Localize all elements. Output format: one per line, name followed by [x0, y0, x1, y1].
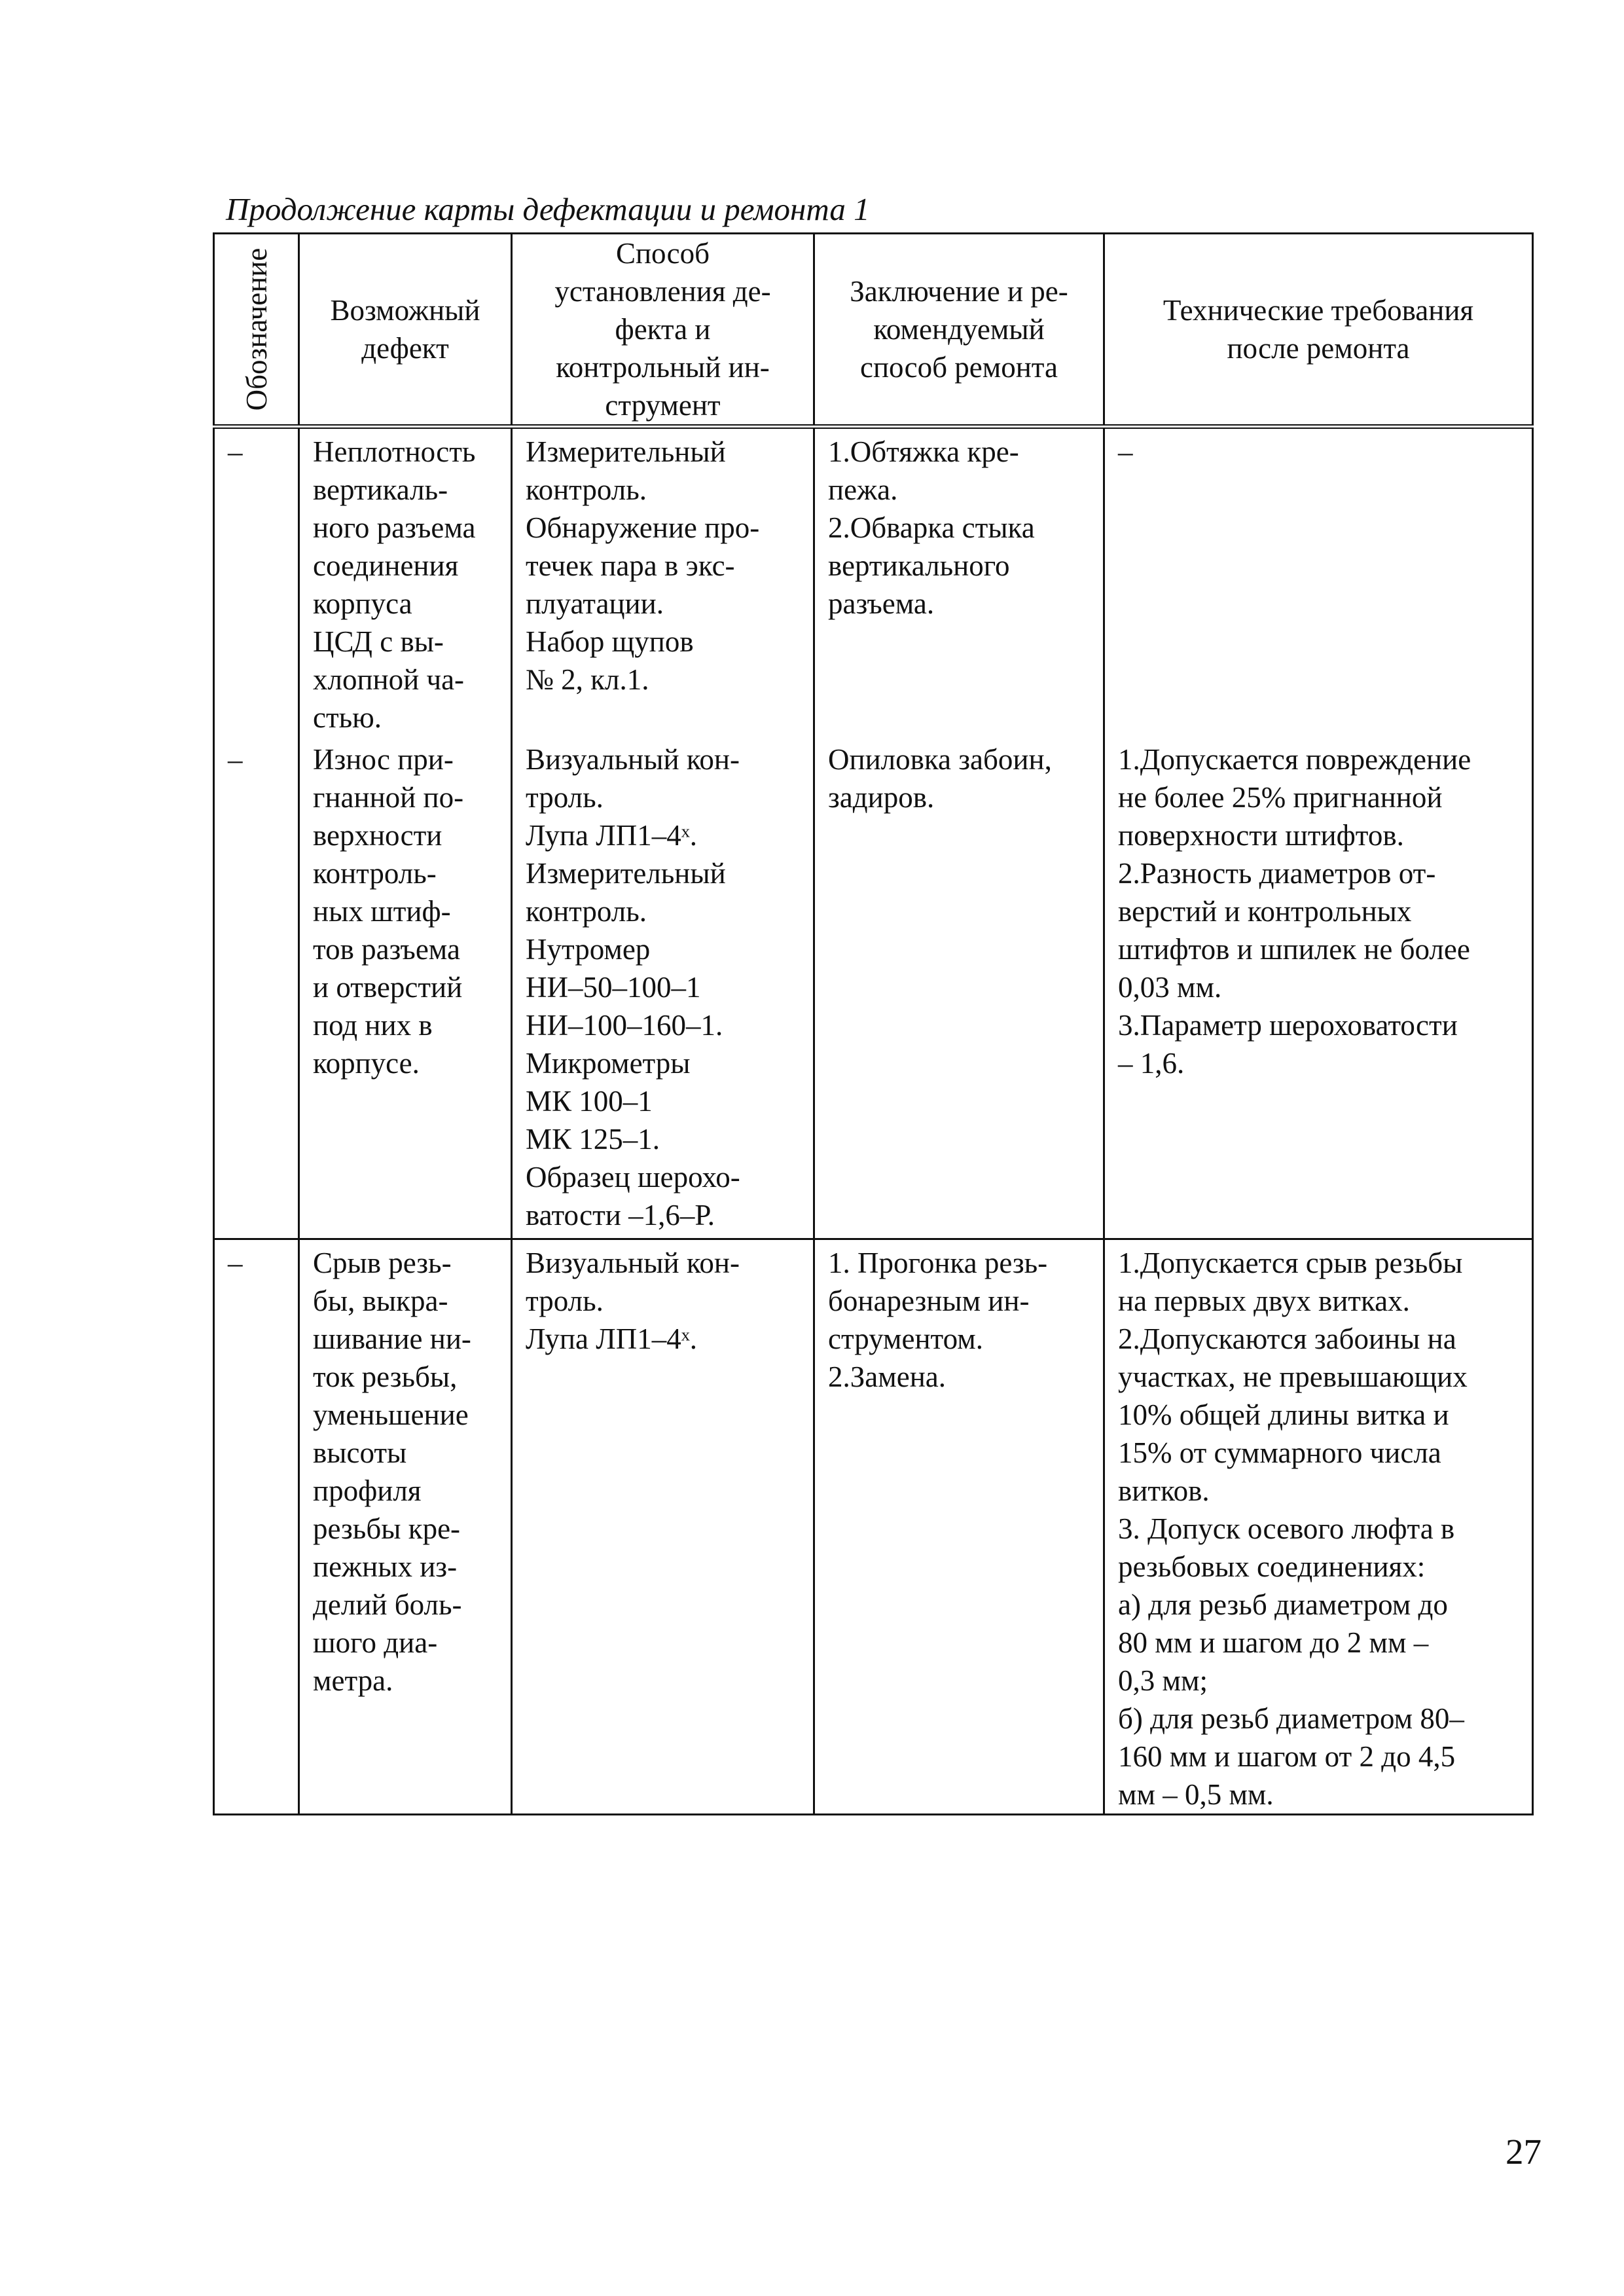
cell-text-line: бонарезным ин- [828, 1285, 1030, 1317]
cell-text-line: 3.Параметр шероховатости [1118, 1009, 1458, 1042]
cell-text-line: 1.Обтяжка кре- [828, 435, 1019, 468]
cell-text-line: контроль. [526, 895, 647, 928]
cell-text-line: ЦСД с вы- [313, 625, 444, 658]
cell-text-line: Измерительный [526, 857, 726, 890]
cell-defect [299, 427, 512, 737]
cell-text-line: 1. Прогонка резь- [828, 1247, 1048, 1279]
cell-text-line: стью. [313, 701, 382, 734]
cell-text-line: делий боль- [313, 1588, 462, 1621]
cell-text-line: резьбы кре- [313, 1512, 461, 1545]
cell-text-line: соединения [313, 549, 459, 582]
cell-text-line: верстий и контрольных [1118, 895, 1412, 928]
table-row [214, 737, 1533, 1239]
header-method [512, 234, 814, 427]
cell-mark: – [214, 1239, 299, 1815]
cell-text-line: Нутромер [526, 933, 651, 966]
cell-text-line: струмент [605, 389, 721, 422]
cell-text-line: на первых двух витках. [1118, 1285, 1410, 1317]
cell-text-line: Возможный [330, 294, 480, 327]
cell-text-line: 0,03 мм. [1118, 971, 1222, 1004]
cell-text-line: 15% от суммарного числа [1118, 1436, 1441, 1469]
cell-text-line: Визуальный кон- [526, 743, 740, 776]
cell-text-line: не более 25% пригнанной [1118, 781, 1443, 814]
cell-requirements [1104, 737, 1533, 1239]
cell-text-line: Способ [615, 237, 710, 270]
cell-text-line: Визуальный кон- [526, 1247, 740, 1279]
cell-text-line: дефект [361, 332, 449, 365]
cell-text-line: вертикального [828, 549, 1010, 582]
cell-text-line: Технические требования [1163, 294, 1474, 327]
cell-text-line: Обнаружение про- [526, 511, 760, 544]
cell-text-line: Лупа ЛП1–4ˣ. [526, 1322, 697, 1355]
header-designation-text: Обозначение [240, 247, 273, 411]
page-number: 27 [1506, 2132, 1542, 2172]
cell-defect [299, 737, 512, 1239]
cell-text-line: 3. Допуск осевого люфта в [1118, 1512, 1455, 1545]
cell-text-line: ток резьбы, [313, 1360, 458, 1393]
cell-text-line: пежных из- [313, 1550, 458, 1583]
cell-text-line: 2.Допускаются забоины на [1118, 1322, 1456, 1355]
cell-text-line: троль. [526, 1285, 604, 1317]
cell-text-line: МК 100–1 [526, 1085, 653, 1118]
cell-text-line: пежа. [828, 473, 898, 506]
cell-text-line: витков. [1118, 1474, 1210, 1507]
cell-text-line: задиров. [828, 781, 935, 814]
header-conclusion [814, 234, 1104, 427]
cell-text-line: Набор щупов [526, 625, 694, 658]
cell-text-line: участках, не превышающих [1118, 1360, 1468, 1393]
cell-text-line: бы, выкра- [313, 1285, 448, 1317]
cell-text-line: струментом. [828, 1322, 983, 1355]
header-requirements [1104, 234, 1533, 427]
cell-text-line: 2.Обварка стыка [828, 511, 1035, 544]
cell-text-line: 80 мм и шагом до 2 мм – [1118, 1626, 1429, 1659]
cell-text-line: уменьшение [313, 1398, 469, 1431]
cell-text-line: МК 125–1. [526, 1123, 660, 1156]
cell-text-line: контроль- [313, 857, 437, 890]
cell-text-line: гнанной по- [313, 781, 464, 814]
defect-repair-card-table [213, 232, 1534, 1815]
cell-method [512, 737, 814, 1239]
cell-method [512, 427, 814, 737]
table-row [214, 1239, 1533, 1815]
cell-text-line: корпуса [313, 587, 412, 620]
cell-text-line: хлопной ча- [313, 663, 465, 696]
cell-text-line: высоты [313, 1436, 407, 1469]
cell-text-line: и отверстий [313, 971, 463, 1004]
cell-text-line: профиля [313, 1474, 422, 1507]
cell-text-line: контрольный ин- [556, 351, 770, 384]
cell-text-line: контроль. [526, 473, 647, 506]
cell-text-line: – [1118, 435, 1133, 468]
cell-text-line: 10% общей длины витка и [1118, 1398, 1449, 1431]
cell-text-line: 0,3 мм; [1118, 1664, 1208, 1697]
cell-text-line: 2.Разность диаметров от- [1118, 857, 1436, 890]
cell-text-line: способ ремонта [859, 351, 1058, 384]
cell-text-line: течек пара в экс- [526, 549, 735, 582]
cell-text-line: Срыв резь- [313, 1247, 452, 1279]
cell-mark: – [214, 427, 299, 737]
cell-text-line: тов разъема [313, 933, 460, 966]
cell-text-line: Микрометры [526, 1047, 691, 1080]
cell-text-line: разъема. [828, 587, 935, 620]
cell-conclusion [814, 737, 1104, 1239]
cell-conclusion [814, 427, 1104, 737]
cell-text-line: резьбовых соединениях: [1118, 1550, 1426, 1583]
cell-text-line: верхности [313, 819, 442, 852]
cell-method [512, 1239, 814, 1815]
cell-text-line: фекта и [615, 313, 711, 346]
cell-text-line: после ремонта [1227, 332, 1410, 365]
cell-conclusion [814, 1239, 1104, 1815]
header-defect [299, 234, 512, 427]
cell-text-line: а) для резьб диаметром до [1118, 1588, 1448, 1621]
cell-text-line: Образец шерохо- [526, 1161, 740, 1194]
cell-text-line: корпусе. [313, 1047, 420, 1080]
cell-text-line: Измерительный [526, 435, 726, 468]
table-header-row [214, 234, 1533, 427]
cell-text-line: 1.Допускается срыв резьбы [1118, 1247, 1463, 1279]
cell-requirements [1104, 1239, 1533, 1815]
cell-text-line: установления де- [554, 275, 771, 308]
cell-text-line: 160 мм и шагом от 2 до 4,5 [1118, 1740, 1456, 1773]
header-designation [214, 234, 299, 427]
cell-text-line: НИ–50–100–1 [526, 971, 701, 1004]
cell-text-line: Опиловка забоин, [828, 743, 1052, 776]
table-caption: Продолжение карты дефектации и ремонта 1 [226, 191, 870, 227]
cell-text-line: б) для резьб диаметром 80– [1118, 1702, 1464, 1735]
cell-text-line: – 1,6. [1118, 1047, 1185, 1080]
cell-mark: – [214, 737, 299, 1239]
cell-text-line: Лупа ЛП1–4ˣ. [526, 819, 697, 852]
cell-requirements [1104, 427, 1533, 737]
cell-text-line: вертикаль- [313, 473, 448, 506]
cell-text-line: шого диа- [313, 1626, 438, 1659]
cell-text-line: 2.Замена. [828, 1360, 947, 1393]
cell-text-line: ных штиф- [313, 895, 451, 928]
cell-text-line: комендуемый [873, 313, 1045, 346]
cell-text-line: плуатации. [526, 587, 664, 620]
cell-text-line: штифтов и шпилек не более [1118, 933, 1470, 966]
cell-text-line: метра. [313, 1664, 393, 1697]
table-row [214, 427, 1533, 737]
cell-text-line: Неплотность [313, 435, 476, 468]
cell-text-line: шивание ни- [313, 1322, 471, 1355]
cell-text-line: НИ–100–160–1. [526, 1009, 723, 1042]
cell-text-line: троль. [526, 781, 604, 814]
cell-text-line: ватости –1,6–Р. [526, 1199, 715, 1231]
cell-text-line: ного разъема [313, 511, 476, 544]
cell-defect [299, 1239, 512, 1815]
cell-text-line: Заключение и ре- [850, 275, 1068, 308]
cell-text-line: 1.Допускается повреждение [1118, 743, 1471, 776]
cell-text-line: под них в [313, 1009, 433, 1042]
cell-text-line: № 2, кл.1. [526, 663, 649, 696]
cell-text-line: мм – 0,5 мм. [1118, 1778, 1274, 1811]
cell-text-line: поверхности штифтов. [1118, 819, 1404, 852]
cell-text-line: Износ при- [313, 743, 454, 776]
